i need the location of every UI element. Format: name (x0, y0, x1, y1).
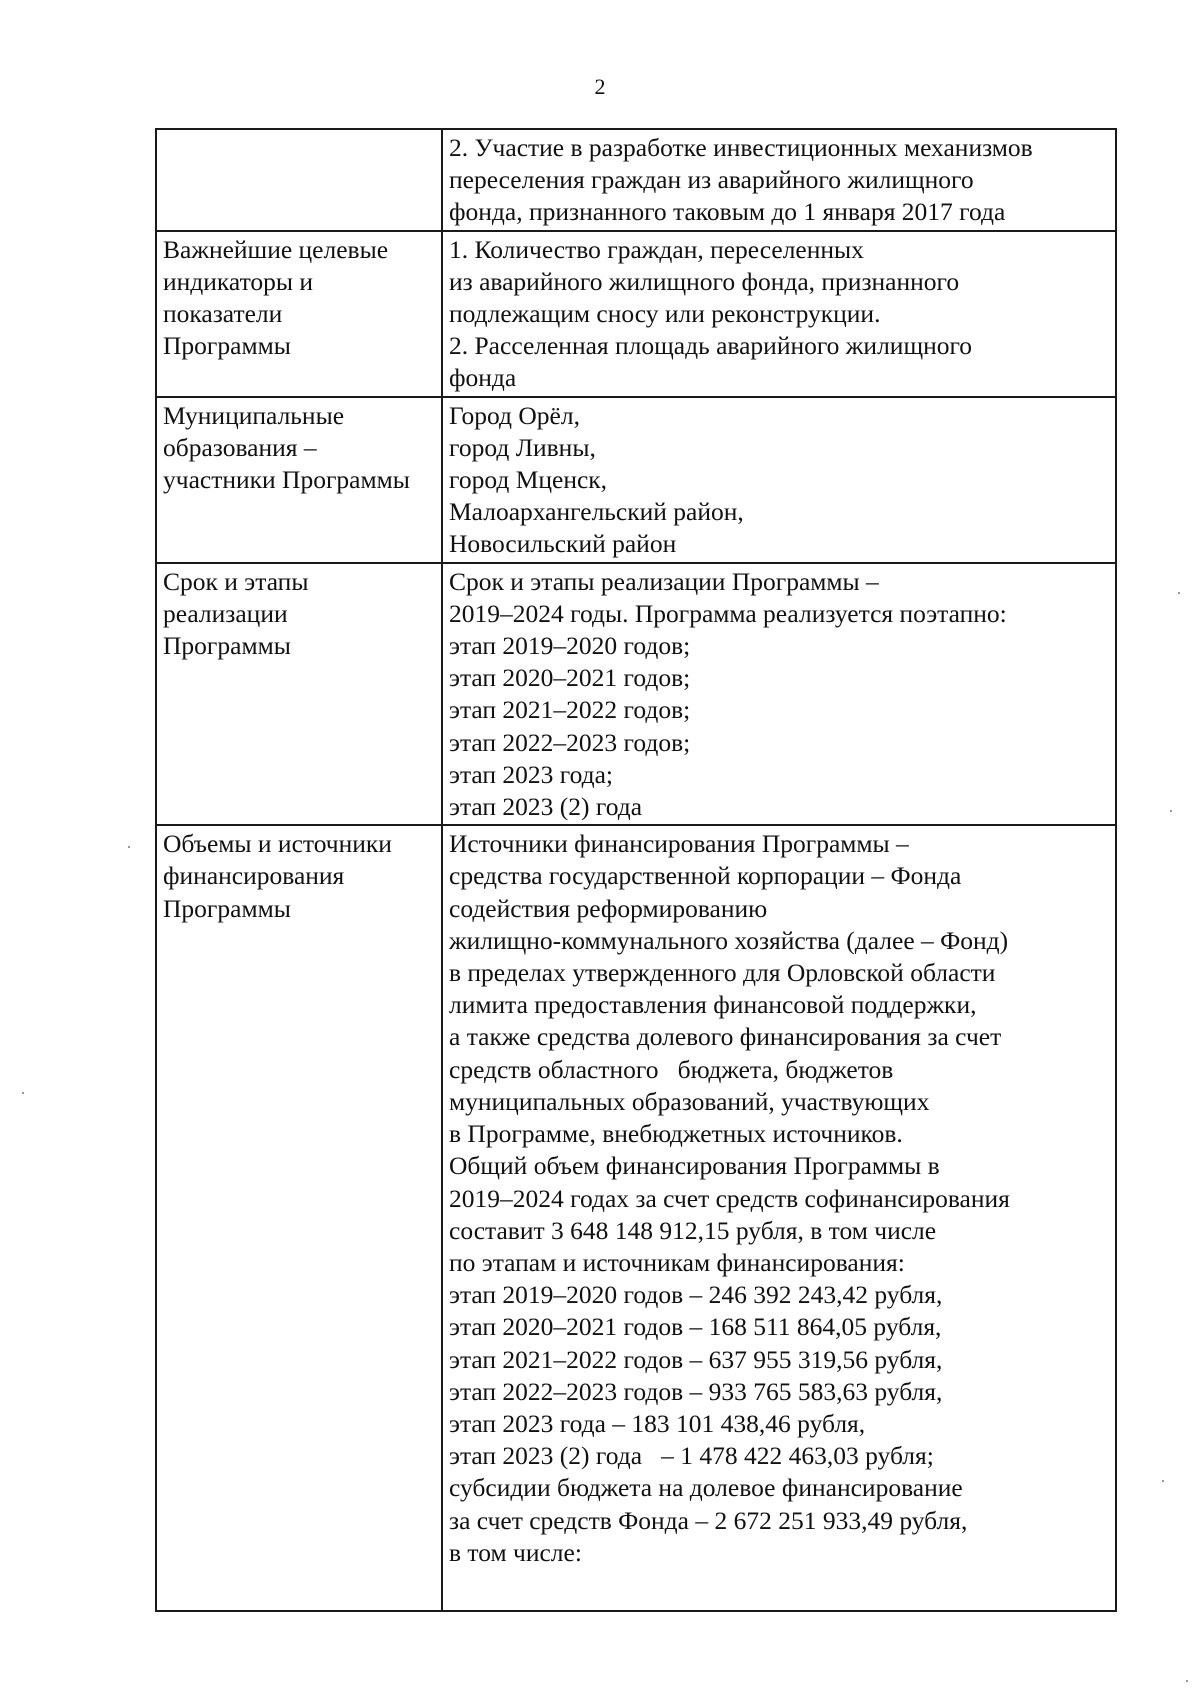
label-line: Срок и этапы (163, 566, 309, 596)
content-line: город Ливны, (449, 432, 596, 462)
content-line: этап 2023 (2) года (449, 792, 643, 822)
scan-speck (22, 1092, 24, 1094)
table-row-indicators (156, 231, 1116, 397)
content-line: этап 2023 года; (449, 759, 613, 789)
row-content-cell (442, 825, 1116, 1611)
content-line: 2019–2024 годы. Программа реализуется поэтапно: (449, 598, 1007, 628)
content-line: этап 2020–2021 годов; (449, 663, 691, 693)
content-line: 2019–2024 годах за счет средств софинансирования (449, 1183, 1010, 1213)
content-line: средства государственной корпорации – Фонда (449, 861, 962, 891)
content-line: этап 2021–2022 годов; (449, 695, 691, 725)
scan-speck (1186, 1680, 1188, 1682)
content-line: из аварийного жилищного фонда, признанного (449, 266, 960, 296)
content-line: содействия реформированию (449, 893, 768, 923)
table-row-municipalities (156, 397, 1116, 563)
row-content-cell (442, 397, 1116, 563)
label-line: Программы (163, 631, 291, 661)
content-line: 2. Расселенная площадь аварийного жилищного (449, 331, 973, 361)
content-line: Малоархангельский район, (449, 497, 744, 527)
row-label-cell (156, 397, 442, 563)
content-line: этап 2021–2022 годов – 637 955 319,56 рубля, (449, 1344, 943, 1374)
row-label-cell (156, 129, 442, 231)
row-content-cell (442, 563, 1116, 826)
content-line: в том числе: (449, 1537, 582, 1567)
row-label-cell (156, 825, 442, 1611)
table-row-timeline (156, 563, 1116, 826)
content-line: Источники финансирования Программы – (449, 829, 909, 859)
content-line: средств областного бюджета, бюджетов (449, 1054, 894, 1084)
content-line: в пределах утвержденного для Орловской области (449, 958, 996, 988)
content-line: жилищно-коммунального хозяйства (далее – Фонд) (449, 925, 1009, 955)
content-line: субсидии бюджета на долевое финансирование (449, 1473, 963, 1503)
content-line: этап 2019–2020 годов – 246 392 243,42 рубля, (449, 1280, 943, 1310)
content-line: 2. Участие в разработке инвестиционных механизмов (449, 133, 1033, 162)
label-line: Объемы и источники (163, 829, 392, 859)
label-line: участники Программы (163, 465, 410, 495)
label-line: индикаторы и (163, 266, 314, 296)
content-line: город Мценск, (449, 465, 608, 495)
content-line: этап 2023 (2) года – 1 478 422 463,03 рубля; (449, 1441, 934, 1471)
scan-speck (1162, 1480, 1164, 1482)
content-line: Срок и этапы реализации Программы – (449, 566, 879, 596)
row-content-cell (442, 231, 1116, 397)
content-line: Новосильский район (449, 529, 677, 559)
content-line: 1. Количество граждан, переселенных (449, 234, 864, 264)
label-line: показатели (163, 299, 283, 329)
content-line: этап 2022–2023 годов – 933 765 583,63 рубля, (449, 1376, 943, 1406)
content-line: этап 2022–2023 годов; (449, 727, 691, 757)
content-line: Город Орёл, (449, 400, 580, 430)
row-label-cell (156, 563, 442, 826)
content-line: муниципальных образований, участвующих (449, 1086, 930, 1116)
label-line: образования – (163, 432, 317, 462)
scan-speck (1178, 592, 1180, 594)
content-line: по этапам и источникам финансирования: (449, 1247, 905, 1277)
content-line: этап 2023 года – 183 101 438,46 рубля, (449, 1408, 866, 1438)
content-line: а также средства долевого финансирования за счет (449, 1022, 1002, 1052)
content-line: фонда, признанного таковым до 1 января 2017 года (449, 197, 1006, 227)
label-line: Важнейшие целевые (163, 234, 389, 264)
scan-speck (128, 846, 130, 848)
content-line: в Программе, внебюджетных источников. (449, 1119, 903, 1149)
content-line: подлежащим сносу или реконструкции. (449, 299, 881, 329)
label-line: Муниципальные (163, 400, 345, 430)
row-content-cell (442, 129, 1116, 231)
content-line: лимита предоставления финансовой поддержки, (449, 990, 977, 1020)
label-line: Программы (163, 331, 291, 361)
table-row-tasks-continuation (156, 129, 1116, 231)
content-line: Общий объем финансирования Программы в (449, 1151, 940, 1181)
row-label-cell (156, 231, 442, 397)
label-line: Программы (163, 893, 291, 923)
page-number: 2 (594, 74, 606, 99)
label-line: реализации (163, 598, 288, 628)
table-row-financing (156, 825, 1116, 1611)
content-line: составит 3 648 148 912,15 рубля, в том числе (449, 1215, 937, 1245)
program-passport-table (155, 128, 1117, 1612)
content-line: за счет средств Фонда – 2 672 251 933,49 рубля, (449, 1505, 968, 1535)
label-line: финансирования (163, 861, 345, 891)
scan-speck (1170, 810, 1172, 812)
content-line: этап 2020–2021 годов – 168 511 864,05 рубля, (449, 1312, 942, 1342)
content-line: этап 2019–2020 годов; (449, 631, 691, 661)
content-line: переселения граждан из аварийного жилищного (449, 165, 974, 195)
content-line: фонда (449, 363, 517, 393)
